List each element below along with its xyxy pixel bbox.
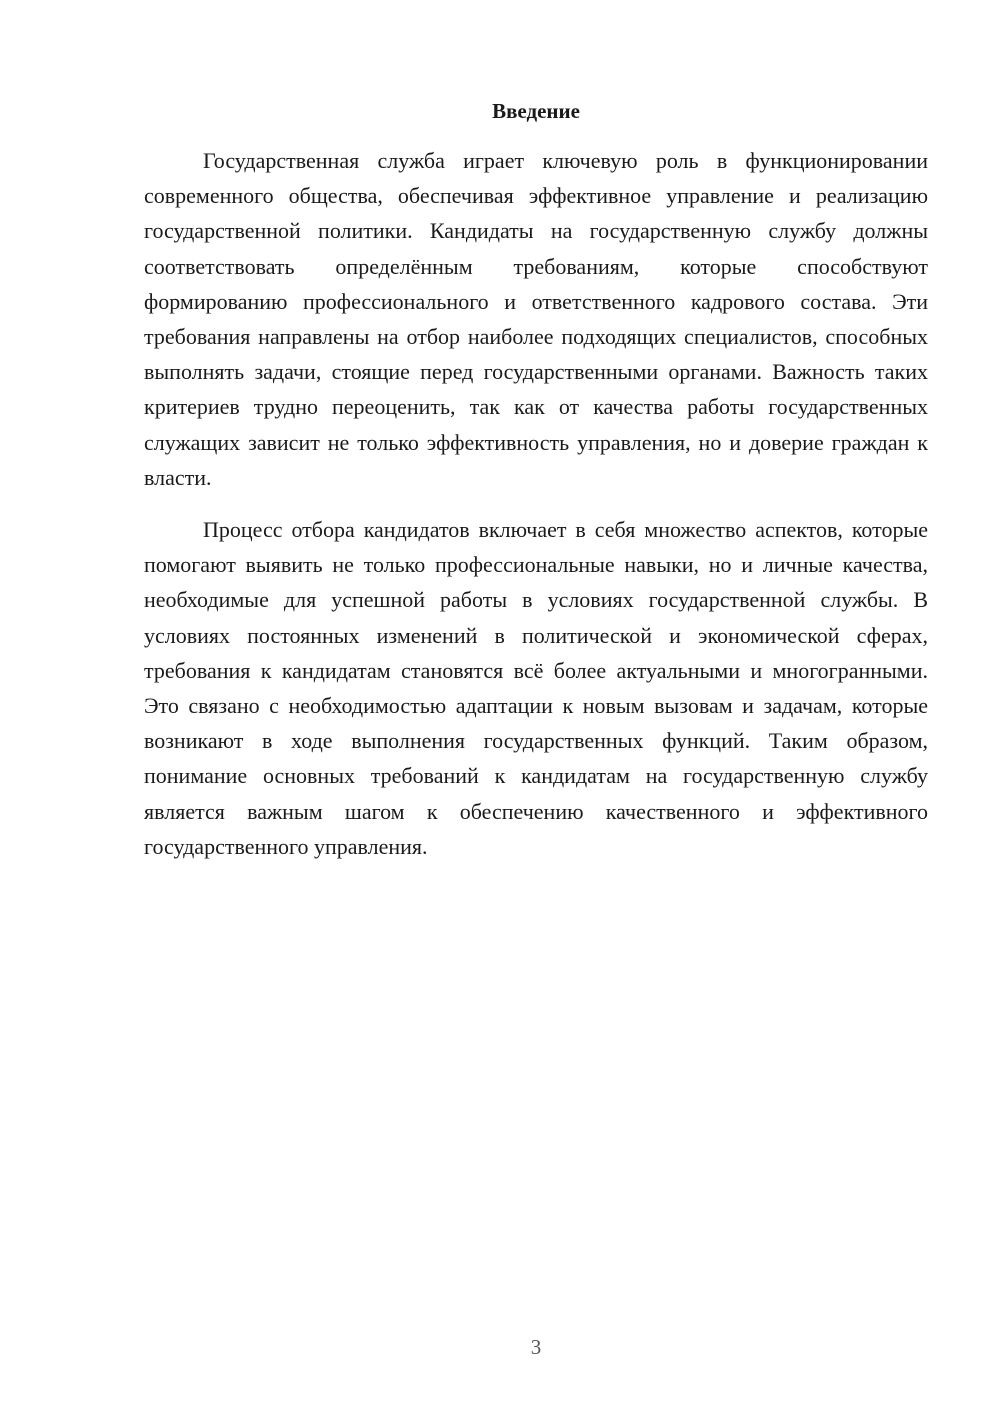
section-title: Введение bbox=[492, 99, 580, 123]
body-text bbox=[144, 143, 928, 864]
paragraph-1: Государственная служба играет ключевую роль в функционировании современного общества, обеспечивая эффективное управление и реализацию государственной политики. Кандидаты на государственную службу должны соответствовать определённым требованиям, которые способствуют формированию профессионального и ответственного кадрового состава. Эти требования направлены на отбор наиболее подходящих специалистов, способных выполнять задачи, стоящие перед государственными органами. Важность таких критериев трудно переоценить, так как от качества работы государственных служащих зависит не только эффективность управления, но и доверие граждан к власти. bbox=[144, 148, 928, 490]
paragraph-2: Процесс отбора кандидатов включает в себя множество аспектов, которые помогают выявить не только профессиональные навыки, но и личные качества, необходимые для успешной работы в условиях государственной службы. В условиях постоянных изменений в политической и экономической сферах, требования к кандидатам становятся всё более актуальными и многогранными. Это связано с необходимостью адаптации к новым вызовам и задачам, которые возникают в ходе выполнения государственных функций. Таким образом, понимание основных требований к кандидатам на государственную службу является важным шагом к обеспечению качественного и эффективного государственного управления. bbox=[144, 517, 928, 859]
page-number: 3 bbox=[530, 1335, 542, 1359]
